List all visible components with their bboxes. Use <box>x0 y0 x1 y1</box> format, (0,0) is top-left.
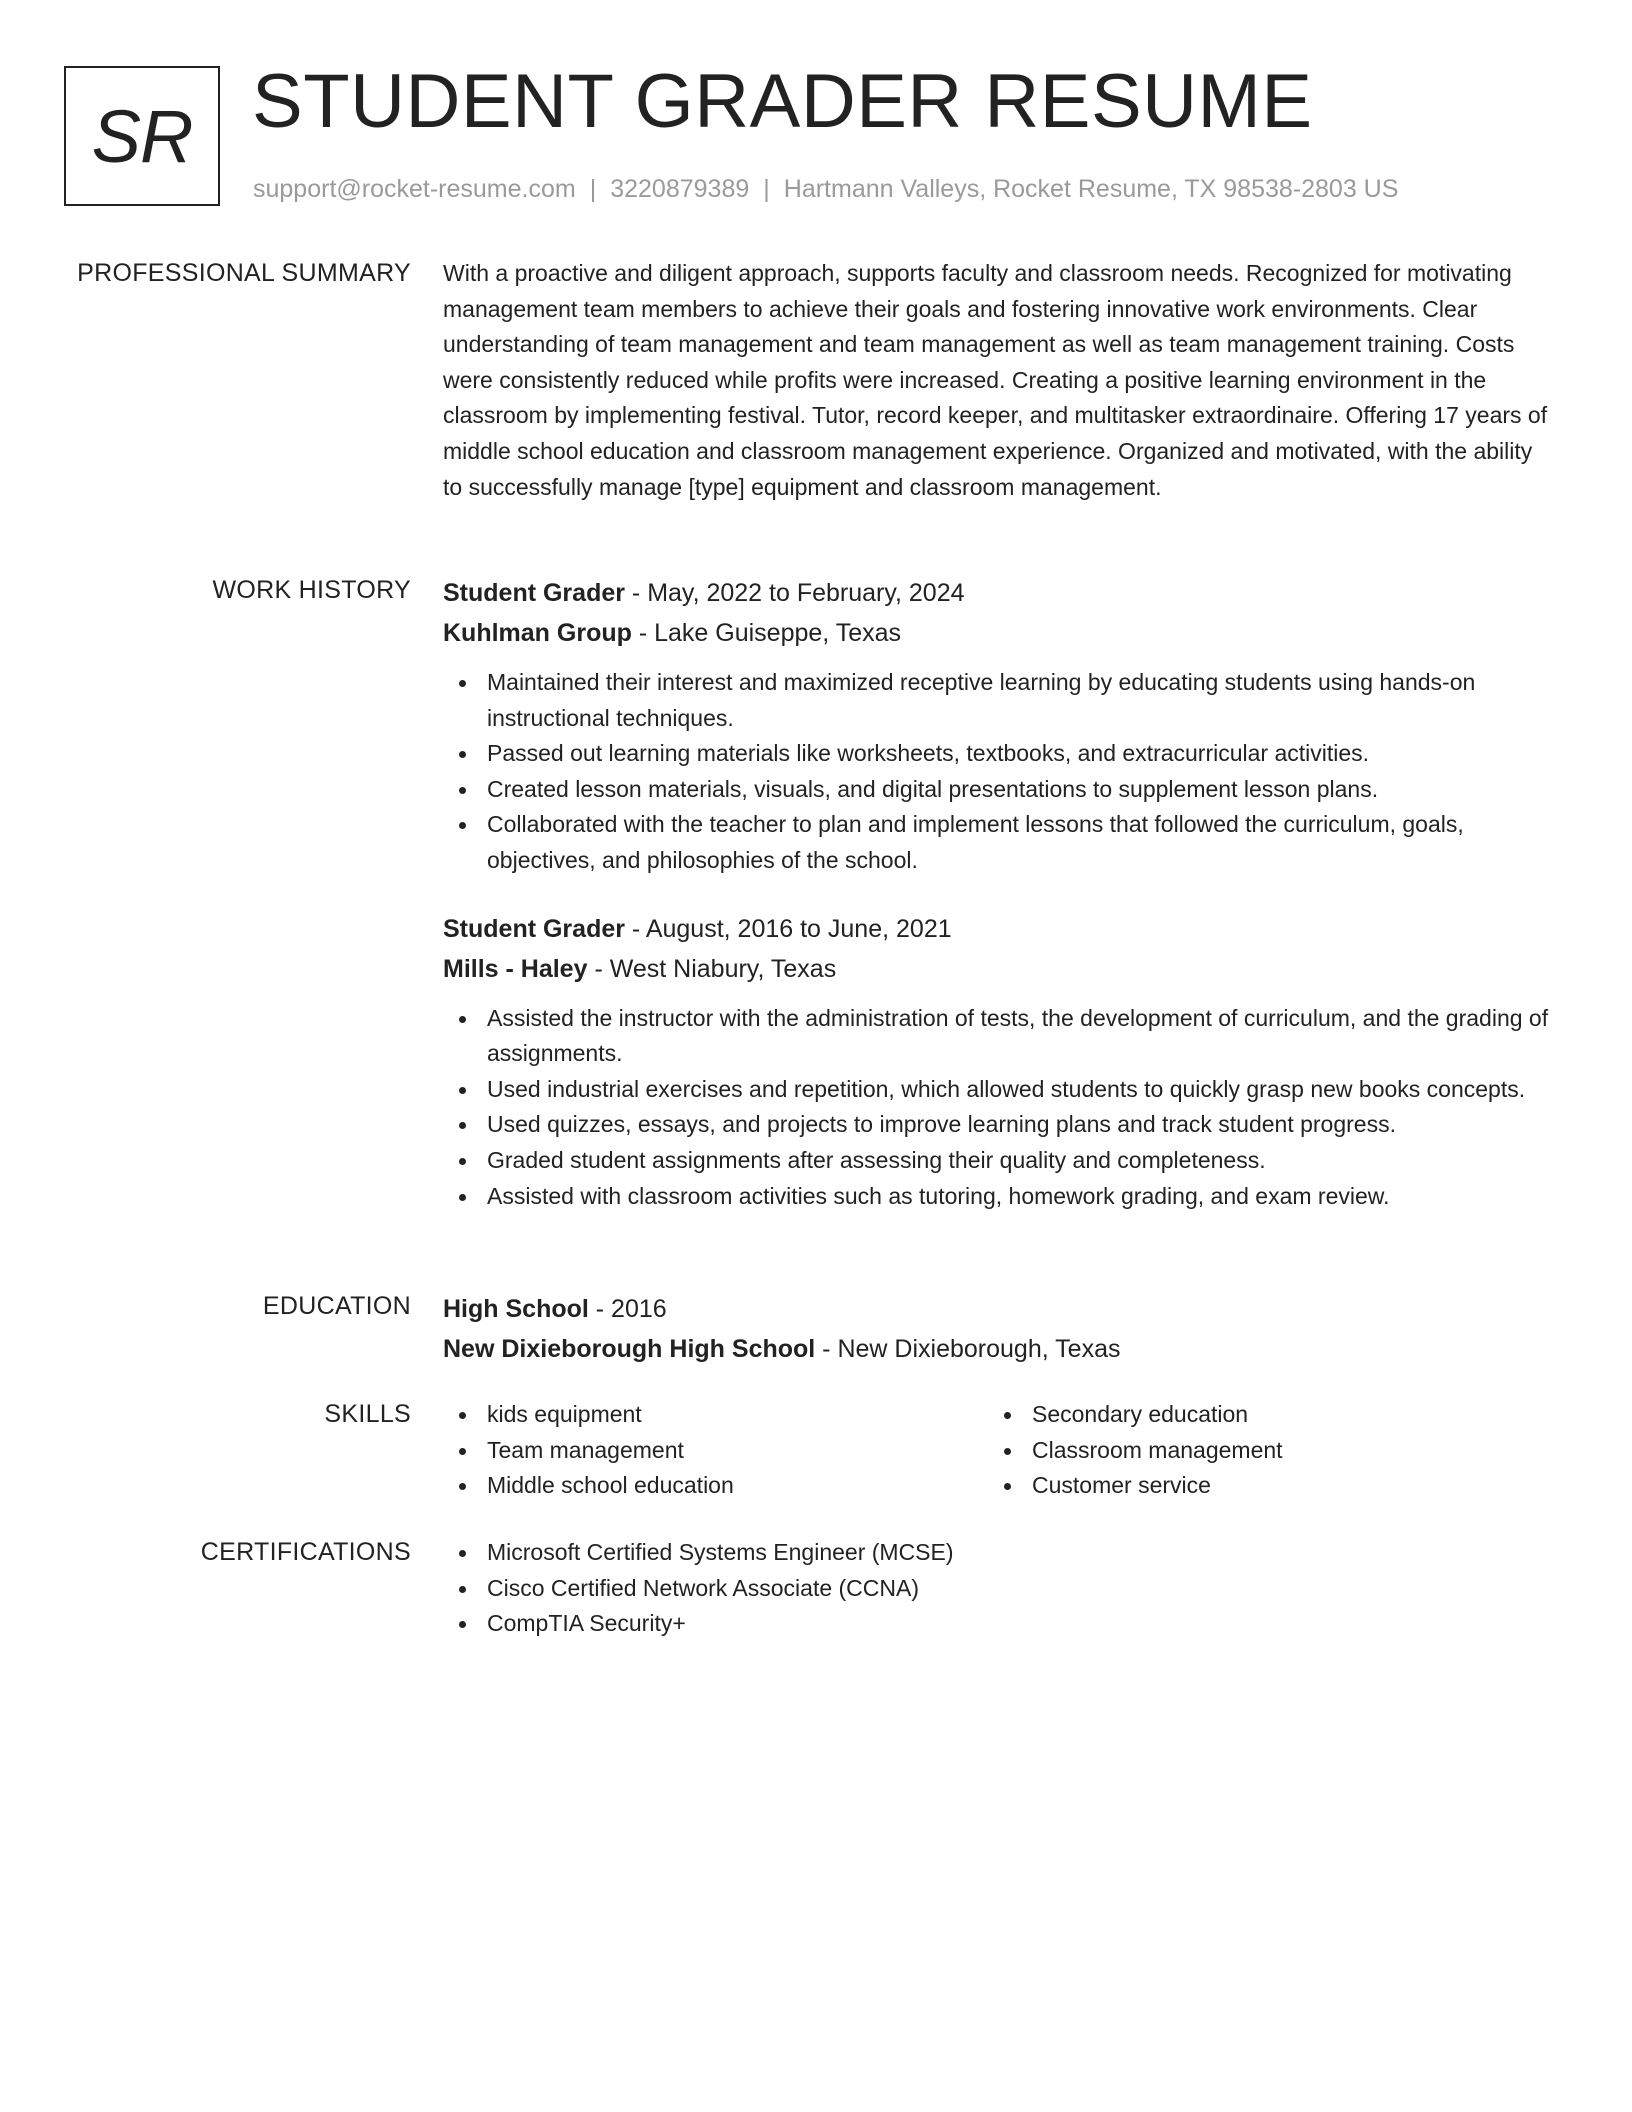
contact-email: support@rocket-resume.com <box>253 175 576 203</box>
job-company: Kuhlman Group <box>443 619 632 647</box>
list-item: Secondary education <box>988 1397 1533 1433</box>
skills-list-left <box>443 1397 988 1504</box>
job-dates: - August, 2016 to June, 2021 <box>624 914 952 943</box>
list-item: Cisco Certified Network Associate (CCNA) <box>443 1571 1553 1607</box>
certifications-body <box>443 1535 1553 1642</box>
certifications-heading: CERTIFICATIONS <box>200 1538 411 1566</box>
list-item: Created lesson materials, visuals, and digital presentations to supplement lesson plans. <box>443 772 1553 808</box>
skills-heading: SKILLS <box>324 1400 411 1428</box>
education-location: - New Dixieborough, Texas <box>815 1335 1121 1363</box>
summary-heading: PROFESSIONAL SUMMARY <box>77 259 411 287</box>
contact-separator: | <box>763 175 770 203</box>
skills-list-right <box>988 1397 1533 1504</box>
list-item: Classroom management <box>988 1433 1533 1469</box>
resume-title: STUDENT GRADER RESUME <box>252 59 1313 144</box>
education-degree-line <box>443 1289 1553 1329</box>
monogram-box <box>64 66 220 206</box>
job-title-line <box>443 573 1553 613</box>
list-item: Assisted with classroom activities such as tutoring, homework grading, and exam review. <box>443 1179 1553 1215</box>
job-company: Mills - Haley <box>443 954 588 983</box>
certifications-list <box>443 1535 1553 1642</box>
skills-body <box>443 1397 1553 1504</box>
job-location: - West Niabury, Texas <box>587 954 837 983</box>
education-heading: EDUCATION <box>262 1292 411 1320</box>
contact-address: Hartmann Valleys, Rocket Resume, TX 98538-2803 US <box>783 175 1399 203</box>
list-item: Used quizzes, essays, and projects to improve learning plans and track student progress. <box>443 1107 1553 1143</box>
list-item: Customer service <box>988 1468 1533 1504</box>
list-item: Assisted the instructor with the administration of tests, the development of curriculum, and the grading of assignments. <box>443 1001 1553 1072</box>
summary-body <box>443 256 1553 505</box>
list-item: Maintained their interest and maximized receptive learning by educating students using hands-on instructional techniques. <box>443 665 1553 736</box>
monogram-initials: SR <box>91 94 193 178</box>
work-history-heading: WORK HISTORY <box>212 576 411 604</box>
education-year: - 2016 <box>588 1295 667 1323</box>
job-bullets <box>443 665 1553 879</box>
list-item: Passed out learning materials like worksheets, textbooks, and extracurricular activities. <box>443 736 1553 772</box>
contact-phone: 3220879389 <box>610 175 750 203</box>
list-item: Graded student assignments after assessing their quality and completeness. <box>443 1143 1553 1179</box>
summary-text: With a proactive and diligent approach, supports faculty and classroom needs. Recognized for motivating management team members to achieve their goals and fostering innovative work environments. Clear understanding of team management and team management as well as team management training. Costs were consistently reduced while profits were increased. Creating a positive learning environment in the classroom by implementing festival. Tutor, record keeper, and multitasker extraordinaire. Offering 17 years of middle school education and classroom management experience. Organized and motivated, with the ability to successfully manage [type] equipment and classroom management. <box>443 260 1548 500</box>
list-item: kids equipment <box>443 1397 988 1433</box>
job-company-line <box>443 949 1553 989</box>
skills-columns <box>443 1397 1553 1504</box>
list-item: CompTIA Security+ <box>443 1606 1553 1642</box>
list-item: Used industrial exercises and repetition, which allowed students to quickly grasp new books concepts. <box>443 1072 1553 1108</box>
education-body <box>443 1289 1553 1369</box>
job-title: Student Grader <box>443 914 625 943</box>
education-school-line <box>443 1329 1553 1369</box>
list-item: Microsoft Certified Systems Engineer (MCSE) <box>443 1535 1553 1571</box>
job-title-line <box>443 909 1553 949</box>
contact-line <box>253 172 1398 206</box>
work-history-body <box>443 573 1553 1214</box>
education-school: New Dixieborough High School <box>443 1335 816 1363</box>
job-location: - Lake Guiseppe, Texas <box>631 619 902 647</box>
education-degree: High School <box>443 1295 589 1323</box>
job-entry <box>443 909 1553 1215</box>
list-item: Team management <box>443 1433 988 1469</box>
job-bullets <box>443 1001 1553 1215</box>
job-title: Student Grader <box>443 579 625 607</box>
list-item: Middle school education <box>443 1468 988 1504</box>
job-dates: - May, 2022 to February, 2024 <box>624 579 965 607</box>
contact-separator: | <box>589 175 597 203</box>
list-item: Collaborated with the teacher to plan and implement lessons that followed the curriculum, goals, objectives, and philosophies of the school. <box>443 807 1553 878</box>
job-company-line <box>443 613 1553 653</box>
job-entry <box>443 573 1553 879</box>
